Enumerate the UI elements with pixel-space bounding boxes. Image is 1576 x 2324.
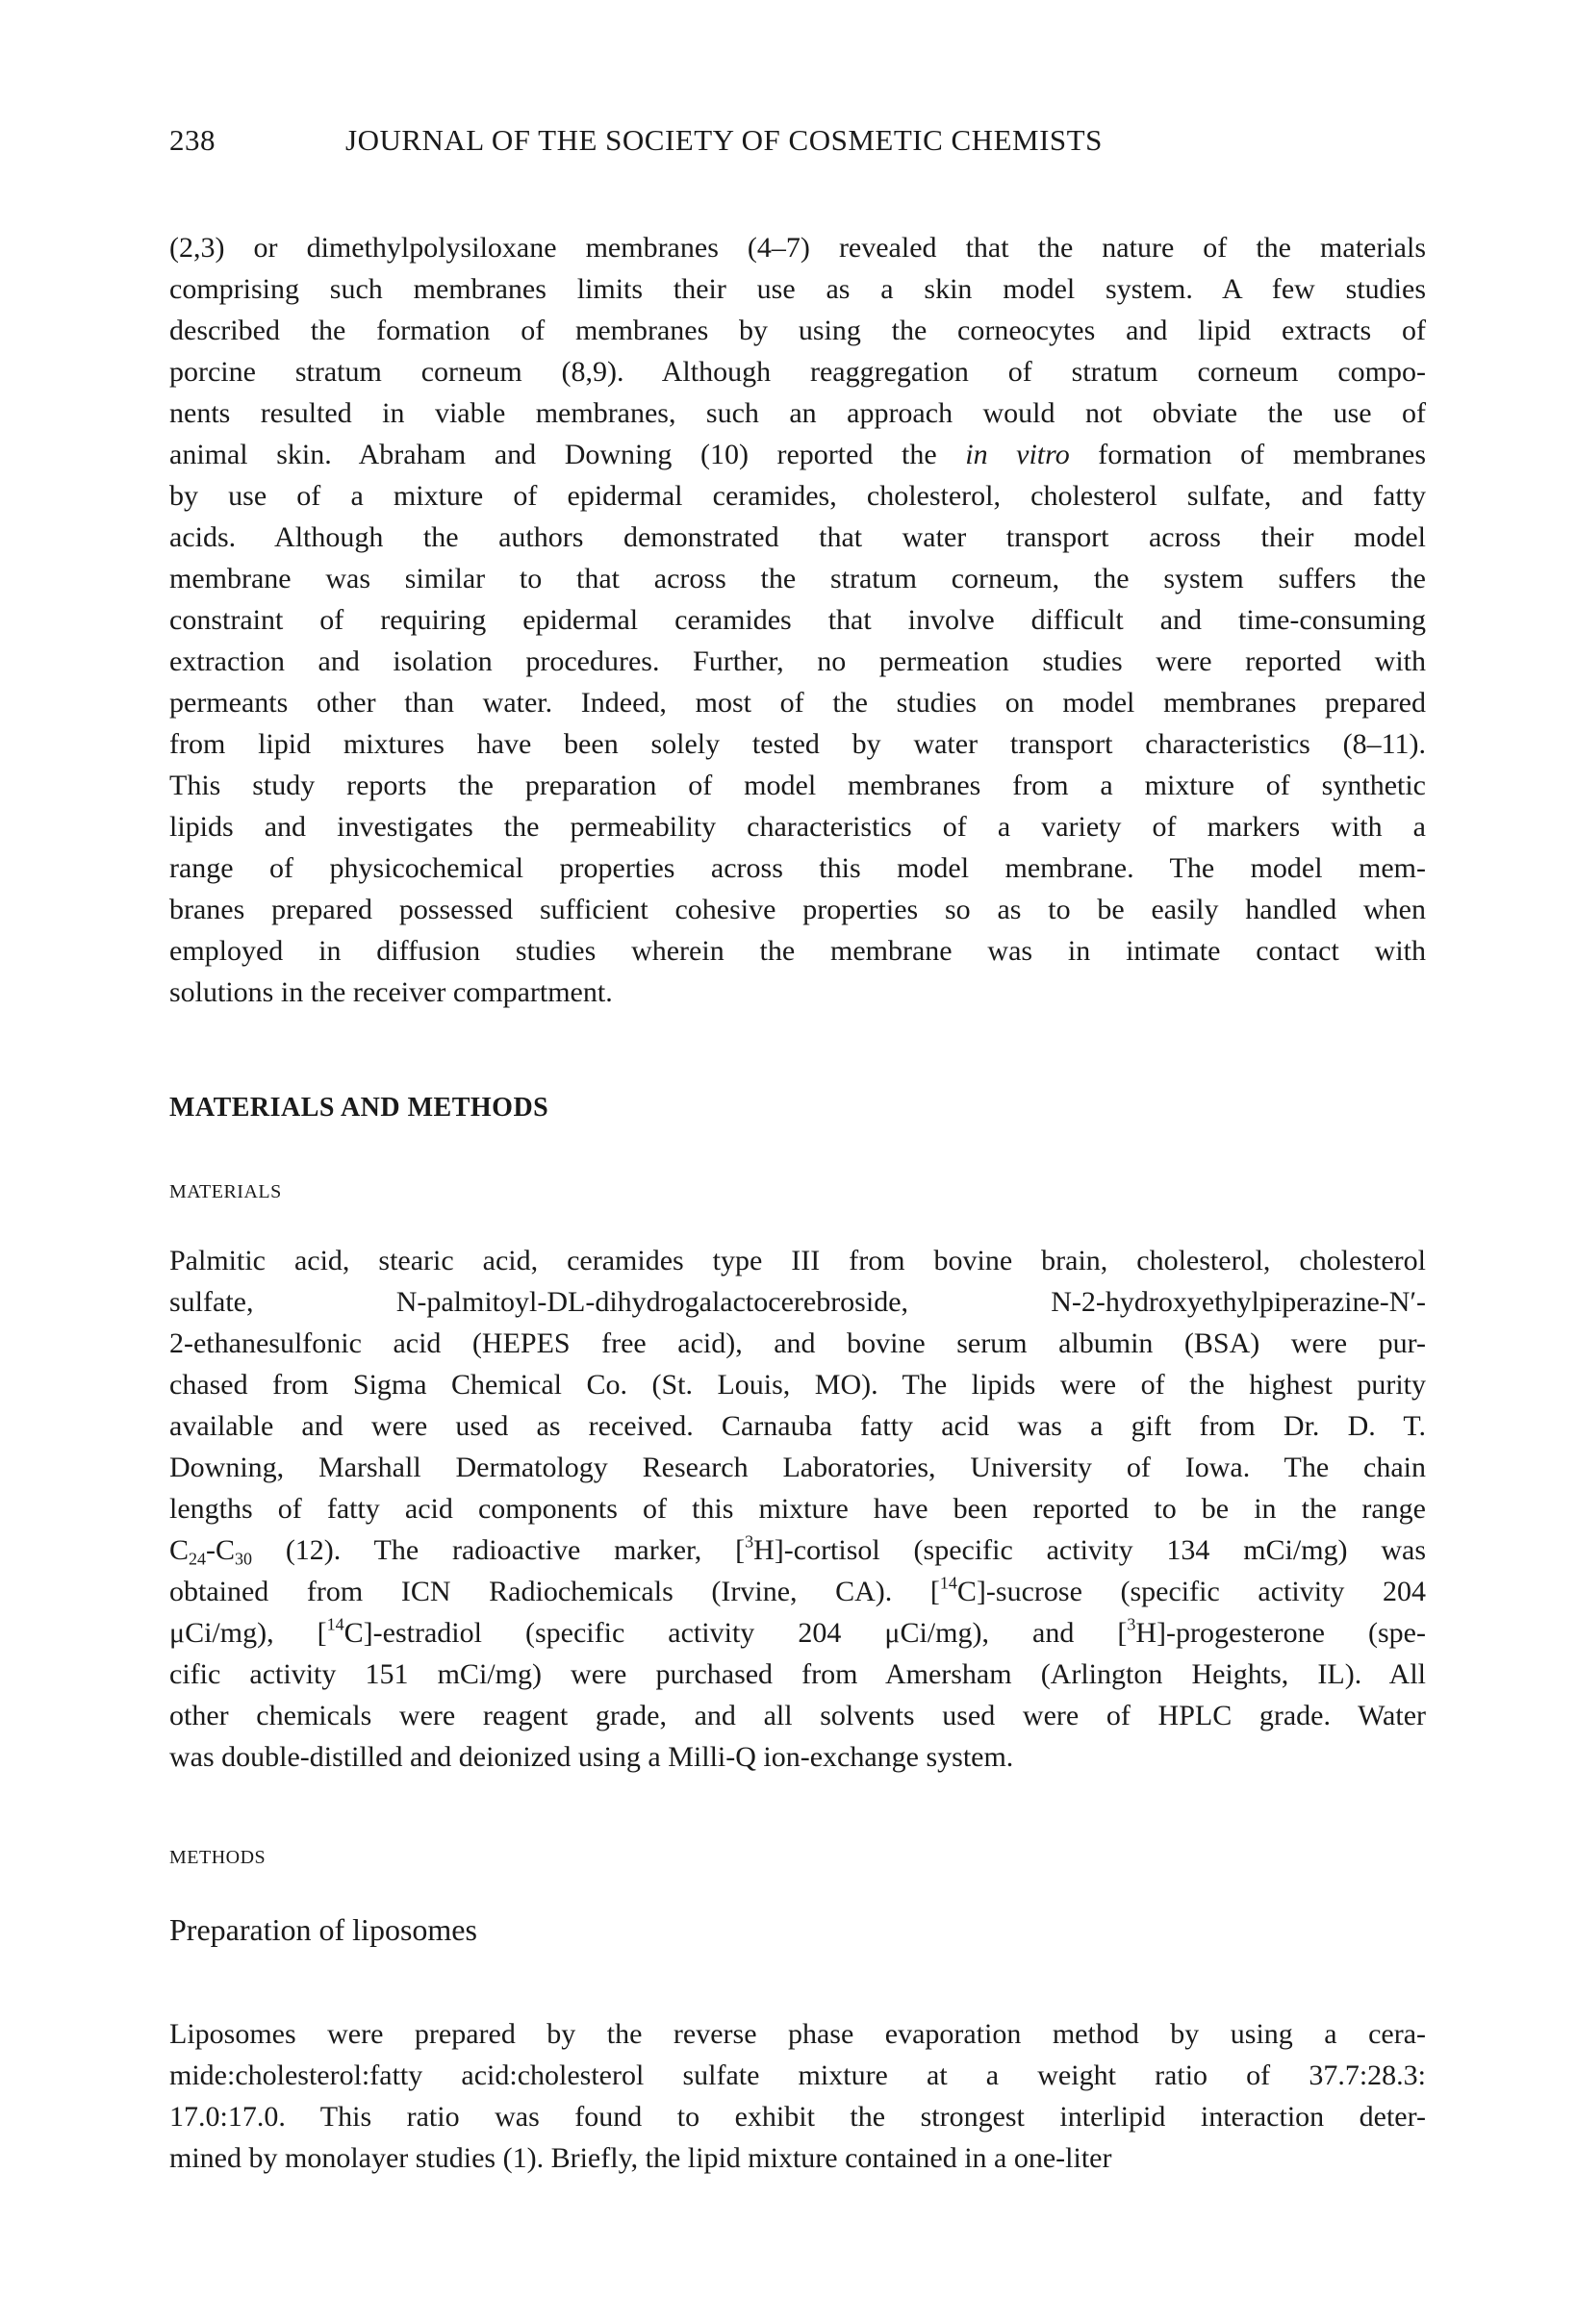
materials-paragraph [169,1240,1426,1778]
text-line: porcine stratum corneum (8,9). Although reaggregation of stratum corneum compo- [169,356,1426,388]
text-line: animal skin. Abraham and Downing (10) reported the in vitro formation of membranes [169,439,1426,470]
text-line: obtained from ICN Radiochemicals (Irvine, CA). [$^{14}$C]-sucrose (specific activity 204 [169,1573,1426,1607]
text-line: $C_{24}-C_{30}$ (12). The radioactive marker, [$^3$H]-cortisol (specific activity 134 mCi/mg) was [169,1531,1426,1569]
text-line: constraint of requiring epidermal ceramides that involve difficult and time-consuming [169,604,1426,636]
text-line: available and were used as received. Carnauba fatty acid was a gift from Dr. D. T. [169,1410,1426,1442]
liposomes-paragraph [169,2013,1426,2179]
text-line: mide:cholesterol:fatty acid:cholesterol sulfate mixture at a weight ratio of 37.7:28.3: [169,2059,1426,2091]
text-line: chased from Sigma Chemical Co. (St. Louis, MO). The lipids were of the highest purity [169,1369,1426,1401]
text-line: range of physicochemical properties across this model membrane. The model mem- [169,852,1426,884]
text-line: by use of a mixture of epidermal ceramides, cholesterol, cholesterol sulfate, and fatty [169,480,1426,512]
preparation-heading: Preparation of liposomes [169,1912,477,1947]
subsection-heading-materials: MATERIALS [169,1181,282,1202]
section-heading: MATERIALS AND METHODS [169,1093,549,1123]
text-line: mined by monolayer studies (1). Briefly, the lipid mixture contained in a one-liter [169,2142,1112,2174]
page-number: 238 [169,123,216,157]
text-line: Liposomes were prepared by the reverse phase evaporation method by using a cera- [169,2018,1426,2050]
text-line: (2,3) or dimethylpolysiloxane membranes (4–7) revealed that the nature of the materials [169,232,1426,264]
text-line: 17.0:17.0. This ratio was found to exhibit the strongest interlipid interaction deter- [169,2101,1426,2133]
text-line: This study reports the preparation of model membranes from a mixture of synthetic [169,770,1426,801]
text-line: cific activity 151 mCi/mg) were purchased from Amersham (Arlington Heights, IL). All [169,1658,1426,1690]
text-line: Palmitic acid, stearic acid, ceramides type III from bovine brain, cholesterol, cholesterol [169,1245,1426,1276]
text-line: comprising such membranes limits their use as a skin model system. A few studies [169,273,1426,305]
text-line: described the formation of membranes by using the corneocytes and lipid extracts of [169,315,1426,346]
text-line: employed in diffusion studies wherein the membrane was in intimate contact with [169,935,1426,967]
text-line: membrane was similar to that across the stratum corneum, the system suffers the [169,563,1426,594]
text-line: other chemicals were reagent grade, and all solvents used were of HPLC grade. Water [169,1700,1426,1731]
text-line: lengths of fatty acid components of this mixture have been reported to be in the range [169,1493,1426,1525]
text-line: was double-distilled and deionized using a Milli-Q ion-exchange system. [169,1741,1014,1773]
text-line: Downing, Marshall Dermatology Research Laboratories, University of Iowa. The chain [169,1452,1426,1483]
journal-title: JOURNAL OF THE SOCIETY OF COSMETIC CHEMISTS [345,123,1103,157]
text-line: permeants other than water. Indeed, most of the studies on model membranes prepared [169,687,1426,719]
text-line: from lipid mixtures have been solely tested by water transport characteristics (8–11). [169,728,1426,760]
text-line: μCi/mg), [$^{14}$C]-estradiol (specific activity 204 μCi/mg), and [$^3$H]-progesterone (spe- [169,1614,1426,1649]
text-line: solutions in the receiver compartment. [169,976,613,1008]
intro-paragraph [169,227,1426,1013]
text-line: nents resulted in viable membranes, such an approach would not obviate the use of [169,397,1426,429]
text-line: lipids and investigates the permeability characteristics of a variety of markers with a [169,811,1426,843]
text-line: acids. Although the authors demonstrated that water transport across their model [169,521,1426,553]
text-line: sulfate, N-palmitoyl-DL-dihydrogalactocerebroside, N-2-hydroxyethylpiperazine-N′- [169,1286,1426,1318]
text-line: branes prepared possessed sufficient cohesive properties so as to be easily handled when [169,894,1426,925]
text-line: extraction and isolation procedures. Further, no permeation studies were reported with [169,645,1426,677]
text-line: 2-ethanesulfonic acid (HEPES free acid), and bovine serum albumin (BSA) were pur- [169,1327,1426,1359]
subsection-heading-methods: METHODS [169,1847,267,1868]
